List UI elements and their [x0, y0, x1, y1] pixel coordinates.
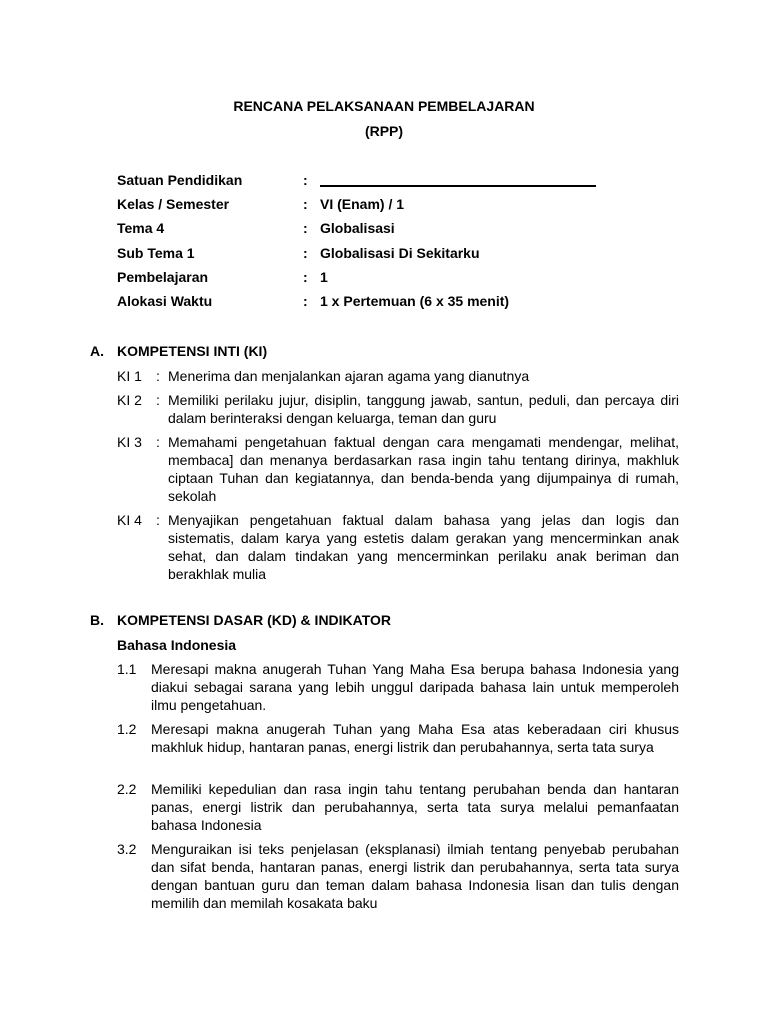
ki-colon: :: [156, 434, 160, 450]
ki-colon: :: [156, 392, 160, 408]
identity-label: Alokasi Waktu: [117, 293, 213, 309]
identity-colon: :: [303, 269, 308, 285]
identity-label: Tema 4: [117, 220, 165, 236]
identity-value: Globalisasi Di Sekitarku: [320, 245, 480, 261]
kd-number: 3.2: [117, 841, 137, 857]
ki-code: KI 3: [117, 434, 142, 450]
identity-label: Satuan Pendidikan: [117, 172, 243, 188]
identity-colon: :: [303, 245, 308, 261]
ki-text: Memiliki perilaku jujur, disiplin, tanggung jawab, santun, peduli, dan percaya diri dalam berinteraksi dengan keluarga, teman dan guru: [168, 392, 679, 426]
kd-text: Meresapi makna anugerah Tuhan yang Maha Esa atas keberadaan ciri khusus makhluk hidup, hantaran panas, energi listrik dan perubahannya, serta tata surya: [151, 721, 679, 755]
section-title: KOMPETENSI DASAR (KD) & INDIKATOR: [117, 612, 392, 628]
ki-text: Menyajikan pengetahuan faktual dalam bahasa yang jelas dan logis dan sistematis, dalam karya yang estetis dalam gerakan yang mencerminkan anak sehat, dan dalam tindakan yang mencerminkan perilaku anak beriman dan berakhlak mulia: [168, 512, 679, 582]
kd-text: Menguraikan isi teks penjelasan (eksplanasi) ilmiah tentang penyebab perubahan dan sifat benda, hantaran panas, energi listrik dan perubahannya, serta tata surya dengan bantuan guru dan teman dalam bahasa Indonesia lisan dan tulis dengan memilih dan memilah kosakata baku: [151, 841, 679, 911]
identity-value: Globalisasi: [320, 220, 395, 236]
document-title: RENCANA PELAKSANAAN PEMBELAJARAN: [233, 98, 535, 114]
document-subtitle: (RPP): [364, 123, 404, 139]
ki-colon: :: [156, 512, 160, 528]
ki-code: KI 1: [117, 368, 142, 384]
ki-code: KI 4: [117, 512, 142, 528]
identity-value: 1: [320, 269, 328, 285]
identity-colon: :: [303, 172, 308, 188]
ki-text: Menerima dan menjalankan ajaran agama yang dianutnya: [168, 368, 530, 384]
identity-value: VI (Enam) / 1: [320, 196, 405, 212]
identity-colon: :: [303, 220, 308, 236]
identity-colon: :: [303, 196, 308, 212]
identity-label: Sub Tema 1: [117, 245, 195, 261]
subject-heading: Bahasa Indonesia: [117, 637, 237, 653]
kd-number: 2.2: [117, 781, 137, 797]
identity-label: Pembelajaran: [117, 269, 209, 285]
kd-number: 1.1: [117, 661, 137, 677]
section-title: KOMPETENSI INTI (KI): [117, 343, 268, 359]
identity-colon: :: [303, 293, 308, 309]
ki-text: Memahami pengetahuan faktual dengan cara mengamati mendengar, melihat, membaca] dan menanya berdasarkan rasa ingin tahu tentang dirinya, makhluk ciptaan Tuhan dan kegiatannya, dan benda-benda yang dijumpainya di rumah, sekolah: [168, 434, 679, 504]
section-letter: A.: [90, 343, 104, 359]
kd-text: Meresapi makna anugerah Tuhan Yang Maha Esa berupa bahasa Indonesia yang diakui sebagai sarana yang lebih unggul daripada bahasa lain untuk memperoleh ilmu pengetahuan.: [151, 661, 679, 713]
ki-code: KI 2: [117, 392, 142, 408]
kd-text: Memiliki kepedulian dan rasa ingin tahu tentang perubahan benda dan hantaran panas, energi listrik dan perubahannya, serta tata surya melalui pemanfaatan bahasa Indonesia: [151, 781, 679, 833]
identity-value: 1 x Pertemuan (6 x 35 menit): [320, 293, 510, 309]
identity-label: Kelas / Semester: [117, 196, 230, 212]
ki-colon: :: [156, 368, 160, 384]
section-letter: B.: [90, 612, 104, 628]
blank-fill-line: [320, 185, 596, 187]
kd-number: 1.2: [117, 721, 137, 737]
